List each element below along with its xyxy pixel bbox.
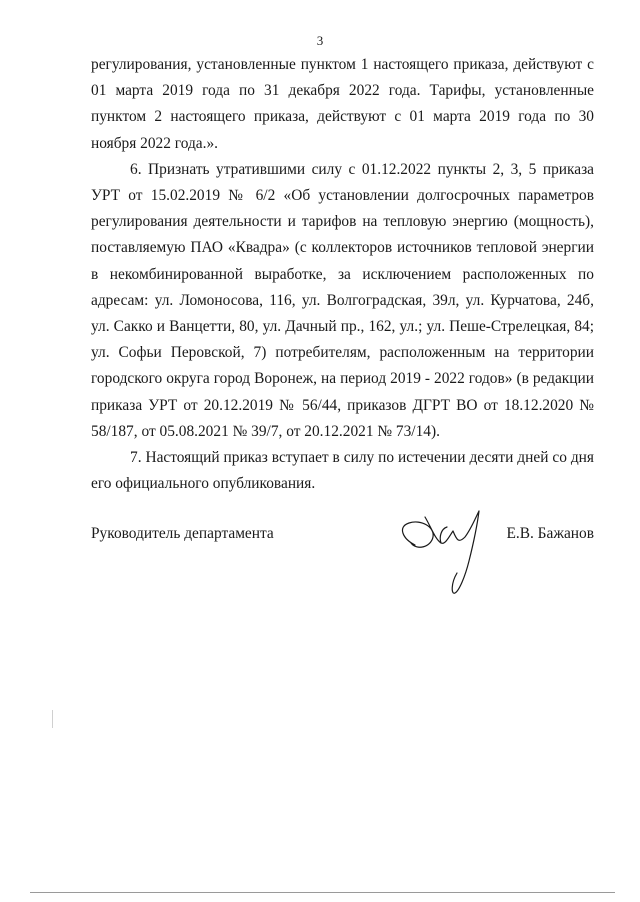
signer-name: Е.В. Бажанов [506, 525, 594, 542]
handwritten-signature [395, 497, 490, 597]
scan-margin-mark [52, 710, 53, 728]
paragraph-item-6: 6. Признать утратившими силу с 01.12.2022 пункты 2, 3, 5 приказа УРТ от 15.02.2019 № 6/2 «Об установлении долгосрочных параметров регулирования деятельности и тарифов на тепловую энергию (мощность), поставляемую ПАО «Квадра» (с коллекторов источников тепловой энергии в некомбинированной выработке, за исключением расположенных по адресам: ул. Ломоносова, 116, ул. Волгоградская, 39л, ул. Курчатова, 24б, ул. Сакко и Ванцетти, 80, ул. Дачный пр., 162, ул.; ул. Пеше-Стрелецкая, 84; ул. Софьи Перовской, 7) потребителям, расположенным на территории городского округа город Воронеж, на период 2019 - 2022 годов» (в редакции приказа УРТ от 20.12.2019 № 56/44, приказов ДГРТ ВО от 18.12.2020 № 58/187, от 05.08.2021 № 39/7, от 20.12.2021 № 73/14). [91, 160, 594, 440]
document-body [91, 52, 594, 497]
page-bottom-rule [30, 892, 615, 893]
paragraph-item-7: 7. Настоящий приказ вступает в силу по истечении десяти дней со дня его официального опубликования. [91, 449, 594, 493]
signature-block [91, 525, 594, 549]
signer-title: Руководитель департамента [91, 525, 274, 542]
page-number: 3 [316, 33, 324, 48]
paragraph-continuation: регулирования, установленные пунктом 1 настоящего приказа, действуют с 01 марта 2019 года по 31 декабря 2022 года. Тарифы, установленные пунктом 2 настоящего приказа, действуют с 01 марта 2019 года по 30 ноября 2022 года.». [91, 56, 594, 152]
